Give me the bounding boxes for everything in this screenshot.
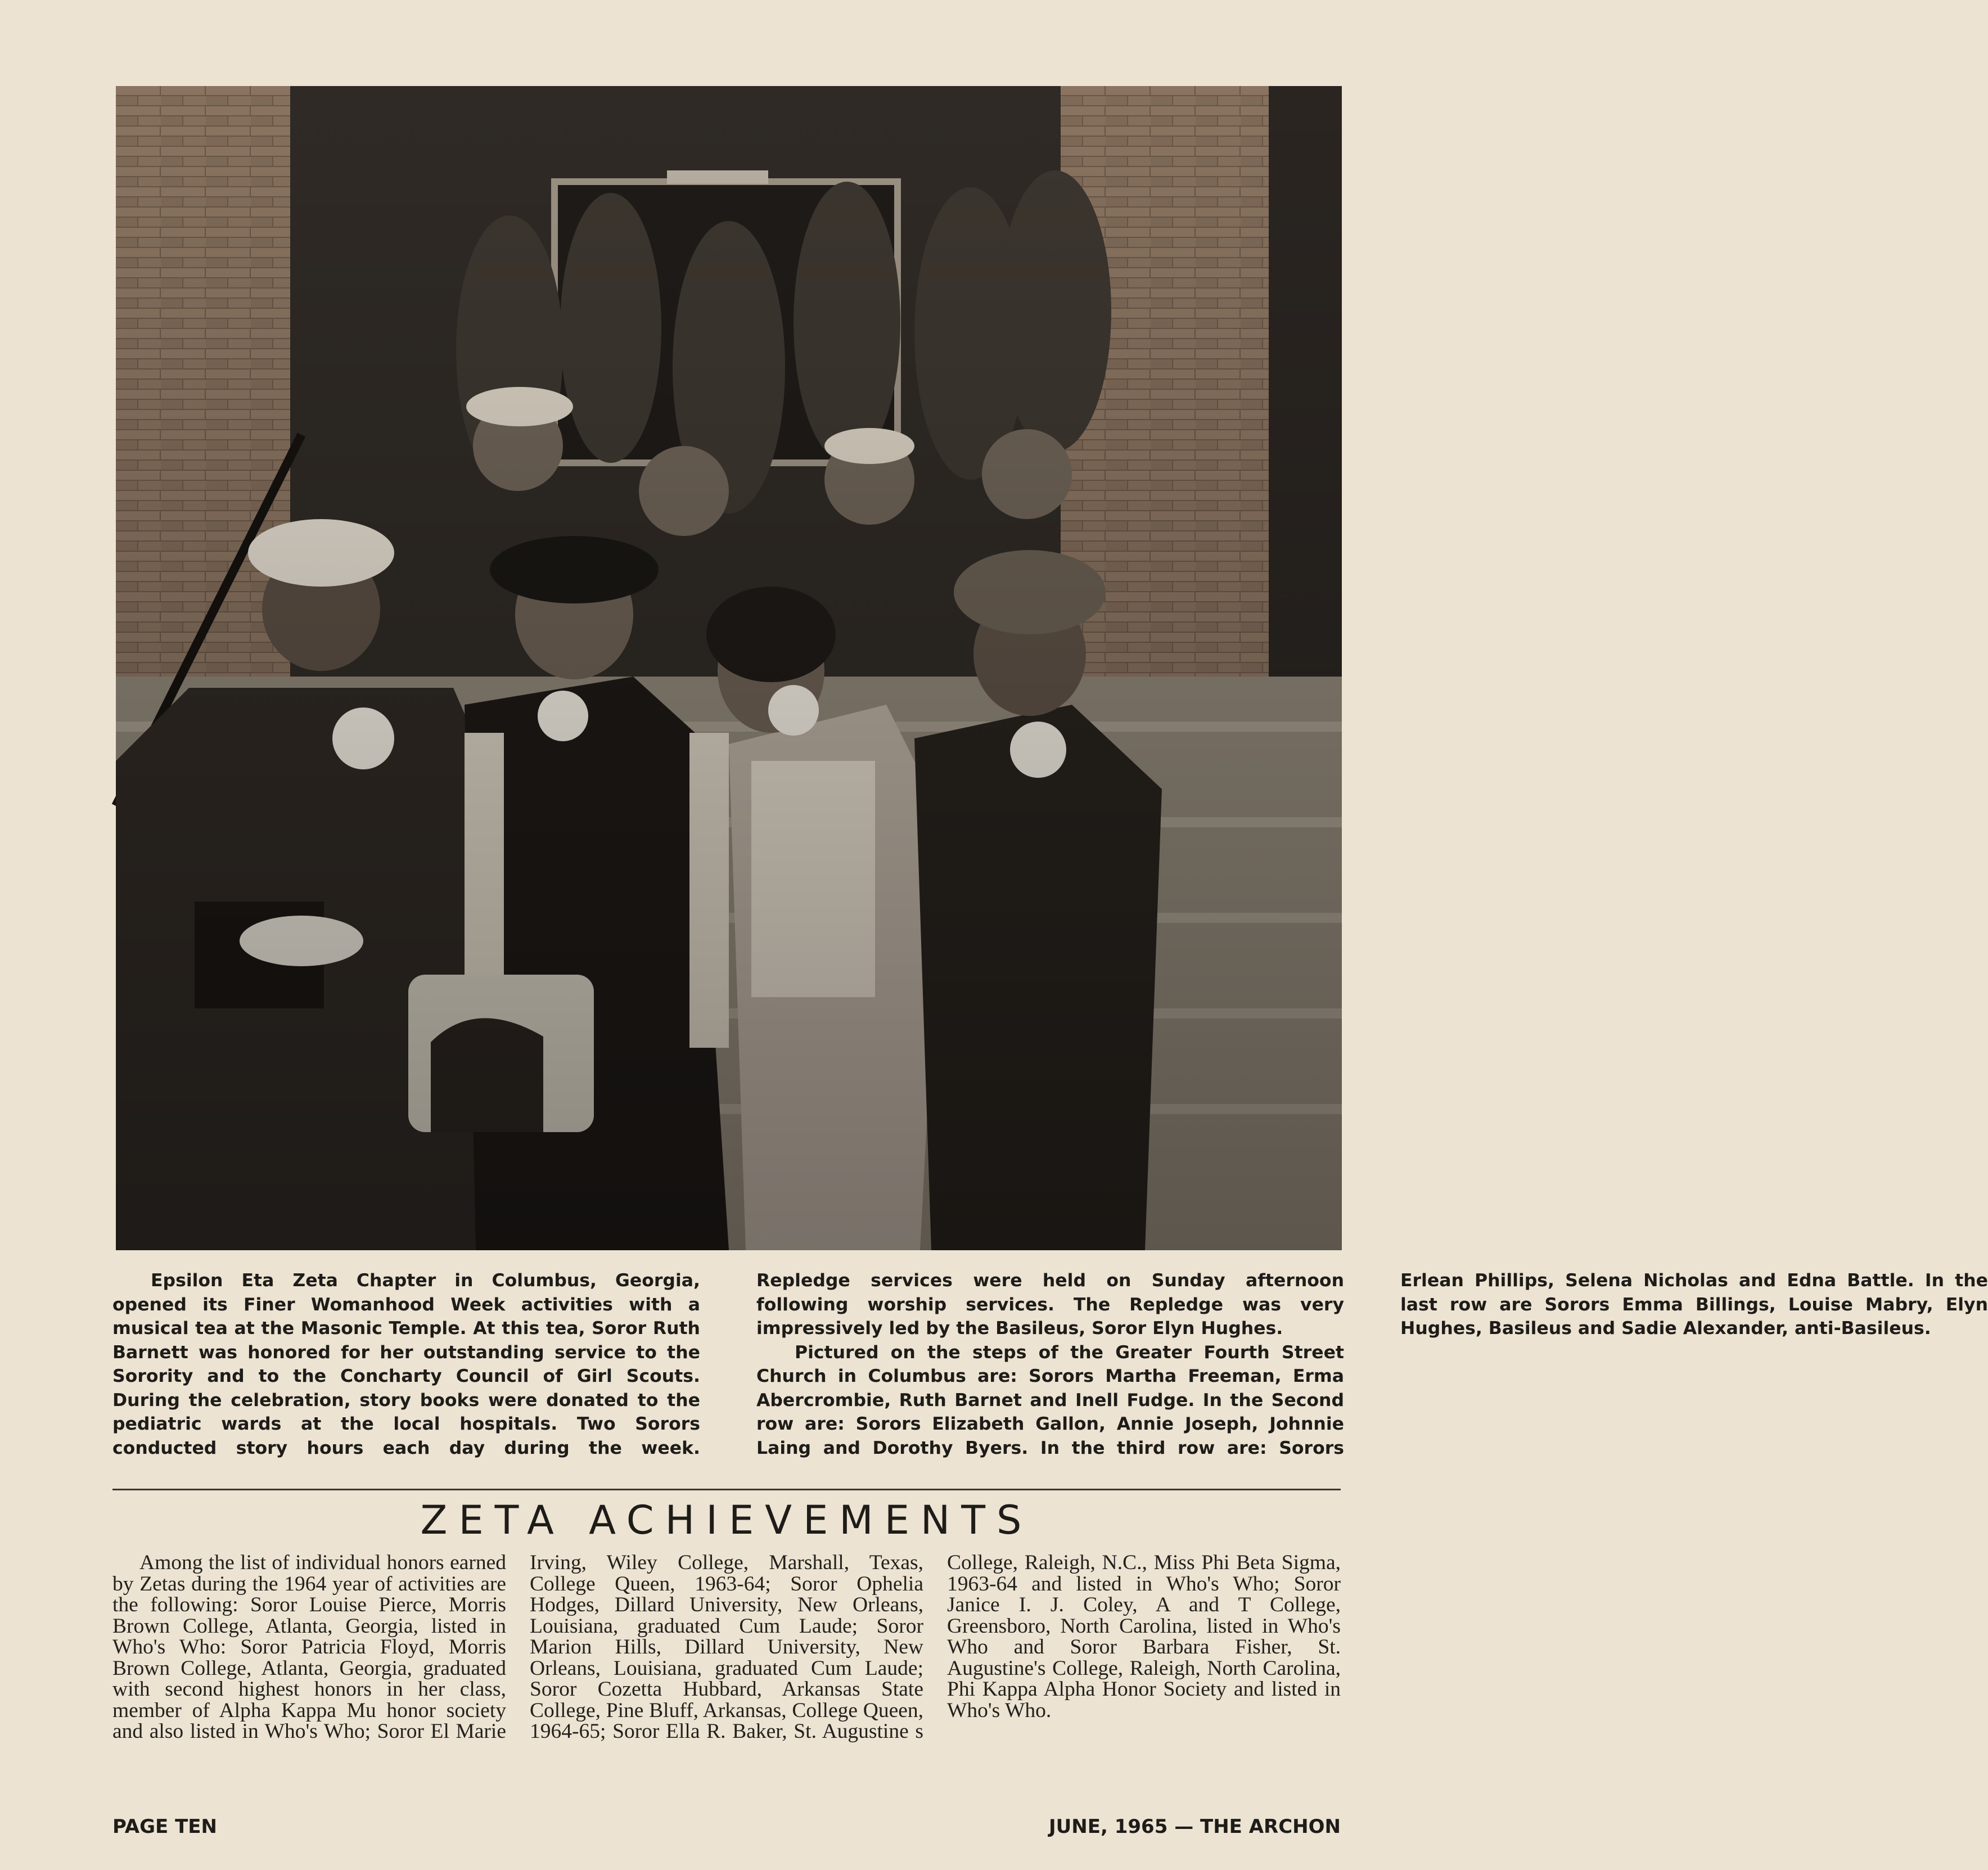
section-title: ZETA ACHIEVEMENTS <box>420 1497 1033 1543</box>
article-paragraph: Among the list of individual honors earned by Zetas during the 1964 year of activities are the following: Soror Louise Pierce, Morris Brown College, Atlanta, Georgia, listed in Who's Who: Soror Patricia Floyd, Morris Brown College, Atlanta, Georgia, graduated with second highest honors in her class, member of Alpha Kappa Mu honor society and also listed in Who's Who; Soror El Marie Irving, Wiley College, Marshall, Texas, College Queen, 1963-64; Soror Ophelia Hodges, Dillard University, New Orleans, Louisiana, graduated Cum Laude; Soror Marion Hills, Dillard University, New Orleans, Louisiana, graduated Cum Laude; Soror Cozetta Hubbard, Arkansas State College, Pine Bluff, Arkansas, College Queen, 1964-65; Soror Ella R. Baker, St. Augustine s College, Raleigh, N.C., Miss Phi Beta Sigma, 1963-64 and listed in Who's Who; Soror Janice I. J. Coley, A and T College, Greensboro, North Carolina, listed in Who's Who and Soror Barbara Fisher, St. Augustine's College, Raleigh, North Carolina, Phi Kappa Alpha Honor Society and listed in Who's Who. <box>112 1551 1341 1743</box>
photo-illustration <box>116 86 1342 1250</box>
group-photograph <box>116 86 1342 1250</box>
page-number: PAGE TEN <box>112 1815 217 1838</box>
caption-paragraph: Pictured on the steps of the Greater Fourth Street Church in Columbus are: Sorors Martha Freeman, Erma Abercrombie, Ruth Barnet and Inell Fudge. In the Second row are: Sorors Elizabeth Gallon, Annie Joseph, Johnnie Laing and Dorothy Byers. In the third row are: Sorors Erlean Phillips, Selena Nicholas and Edna Battle. In the last row are Sorors Emma Billings, Louise Mabry, Elyn Hughes, Basileus and Sadie Alexander, anti-Basileus. <box>756 1270 1988 1458</box>
issue-line: JUNE, 1965 — THE ARCHON <box>1049 1815 1341 1838</box>
photo-caption <box>112 1269 1988 1483</box>
section-divider <box>112 1489 1341 1490</box>
caption-paragraph: Epsilon Eta Zeta Chapter in Columbus, Georgia, opened its Finer Womanhood Week activities with a musical tea at the Masonic Temple. At this tea, Soror Ruth Barnett was honored for her outstanding service to the Sorority and to the Concharty Council of Girl Scouts. During the celebration, story books were donated to the pediatric wards at the local hospitals. Two Sorors conducted story hours each day during the week. Repledge services were held on Sunday afternoon following worship services. The Repledge was very impressively led by the Basileus, Soror Elyn Hughes. <box>112 1270 1344 1458</box>
article-body <box>112 1552 1341 1800</box>
